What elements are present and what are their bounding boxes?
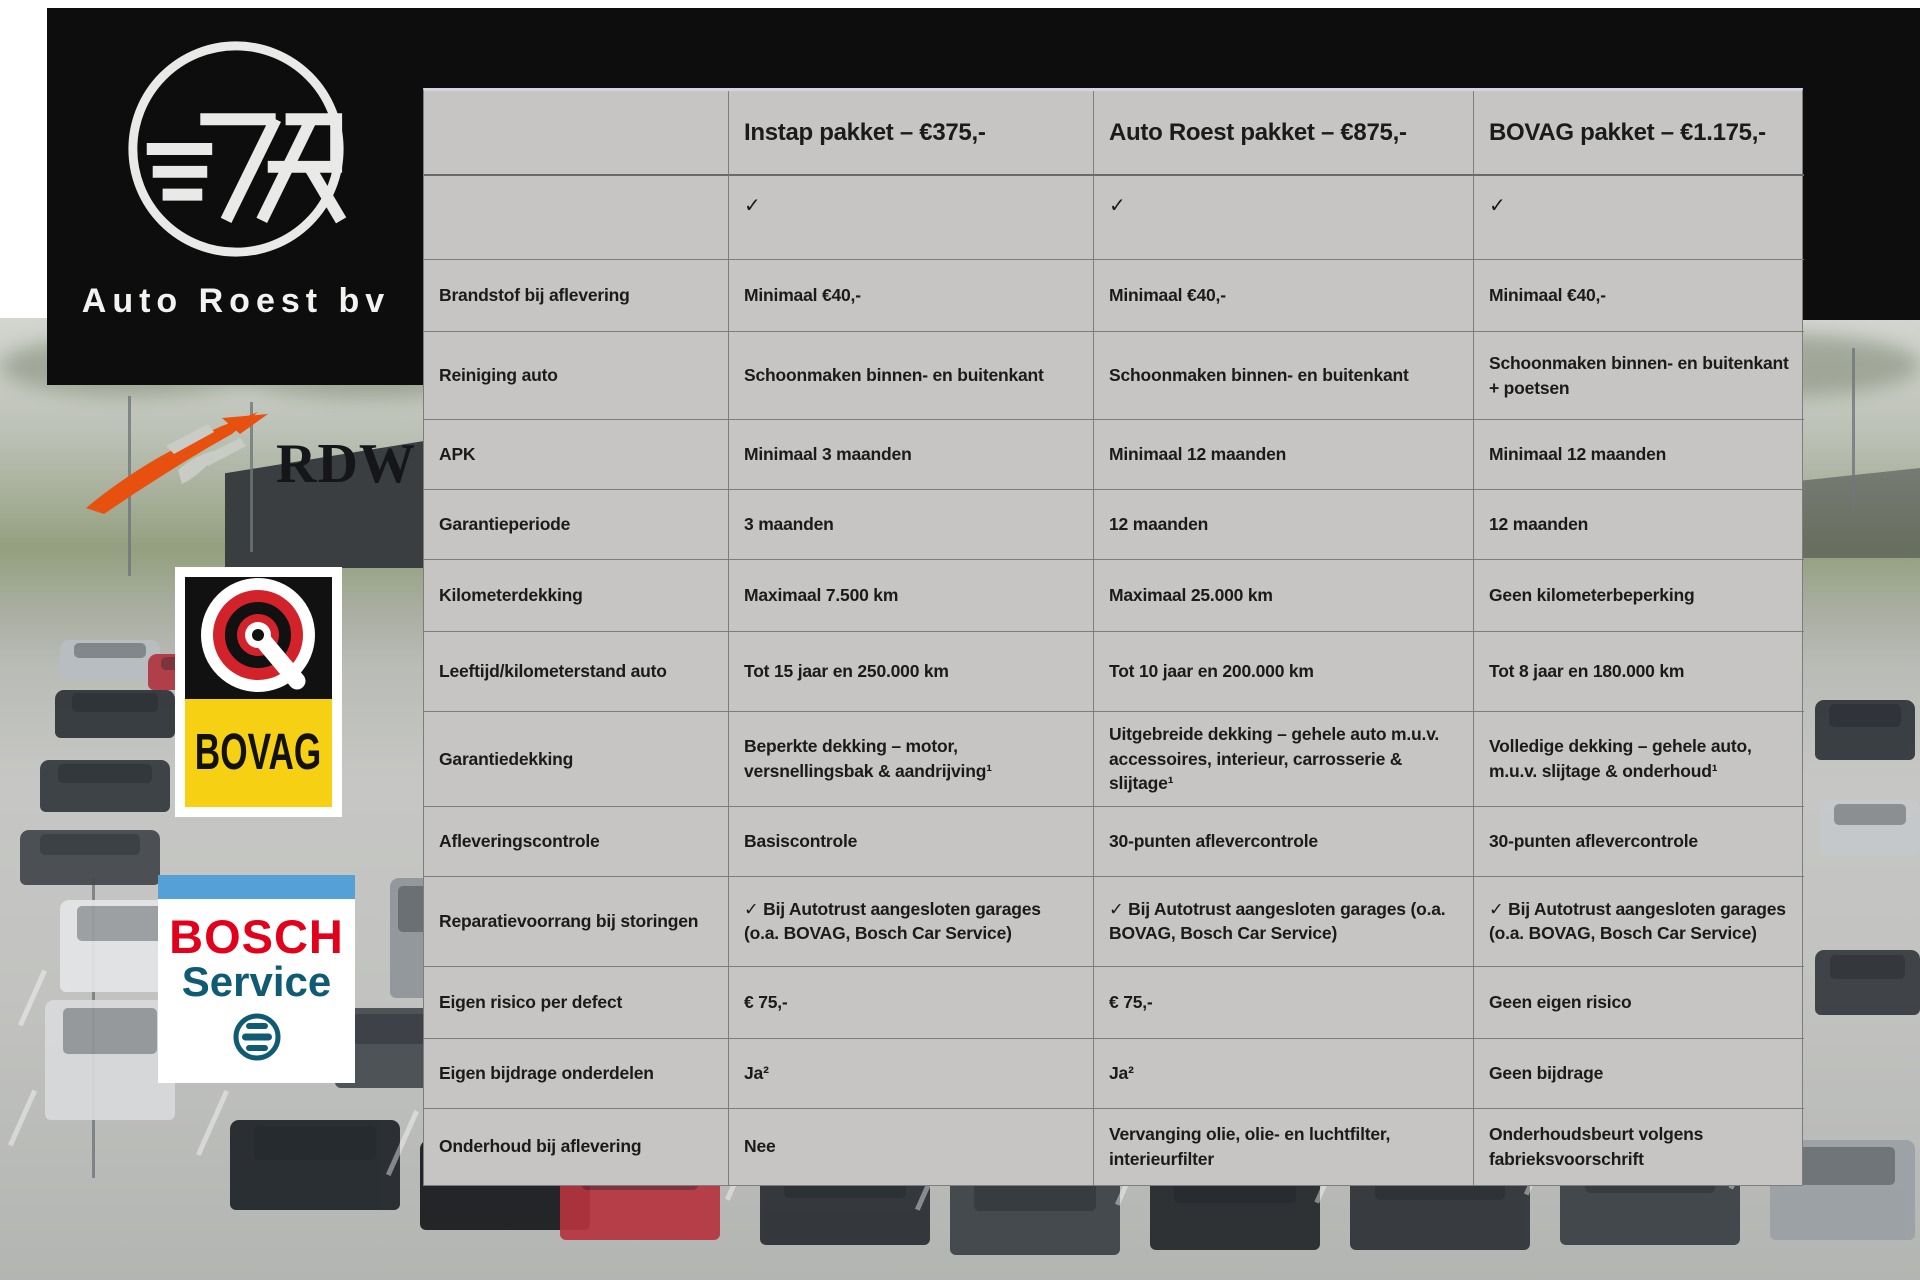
row-label: APK <box>424 420 729 490</box>
photo-car <box>55 690 175 738</box>
table-cell: € 75,- <box>729 967 1094 1039</box>
table-row <box>424 332 1802 420</box>
table-cell: Geen bijdrage <box>1474 1039 1804 1109</box>
table-cell: Basiscontrole <box>729 807 1094 877</box>
table-row <box>424 420 1802 490</box>
row-label: Brandstof bij aflevering <box>424 260 729 332</box>
table-cell: Schoonmaken binnen- en buitenkant + poetsen <box>1474 332 1804 420</box>
table-cell: Minimaal 12 maanden <box>1094 420 1474 490</box>
bosch-blue-strip <box>158 875 355 899</box>
column-header: Auto Roest pakket – €875,- <box>1094 91 1474 176</box>
rdw-badge <box>82 412 416 516</box>
row-label: Eigen bijdrage onderdelen <box>424 1039 729 1109</box>
table-cell: 30-punten aflevercontrole <box>1094 807 1474 877</box>
table-cell: Minimaal €40,- <box>1474 260 1804 332</box>
table-cell: Maximaal 25.000 km <box>1094 560 1474 632</box>
table-row <box>424 632 1802 712</box>
table-cell: Tot 8 jaar en 180.000 km <box>1474 632 1804 712</box>
table-cell: Minimaal 3 maanden <box>729 420 1094 490</box>
photo-car <box>1815 950 1920 1015</box>
photo-car <box>230 1120 400 1210</box>
table-cell: Vervanging olie, olie- en luchtfilter, interieurfilter <box>1094 1109 1474 1185</box>
table-cell: Geen eigen risico <box>1474 967 1804 1039</box>
table-cell: ✓ Bij Autotrust aangesloten garages (o.a. BOVAG, Bosch Car Service) <box>1094 877 1474 967</box>
table-cell: Tot 15 jaar en 250.000 km <box>729 632 1094 712</box>
table-cell: Tot 10 jaar en 200.000 km <box>1094 632 1474 712</box>
photo-parking-line <box>196 1090 229 1156</box>
rdw-label: RDW <box>276 433 416 495</box>
photo-parking-line <box>8 1090 37 1147</box>
table-cell: Ja² <box>729 1039 1094 1109</box>
row-label: Garantieperiode <box>424 490 729 560</box>
table-row <box>424 490 1802 560</box>
table-row <box>424 807 1802 877</box>
table-cell: Ja² <box>1094 1039 1474 1109</box>
table-cell: Beperkte dekking – motor, versnellingsbak & aandrijving¹ <box>729 712 1094 807</box>
table-cell: Schoonmaken binnen- en buitenkant <box>1094 332 1474 420</box>
bosch-service-badge <box>158 875 355 1083</box>
row-label <box>424 176 729 260</box>
table-cell: € 75,- <box>1094 967 1474 1039</box>
table-row <box>424 176 1802 260</box>
bovag-badge <box>175 567 342 817</box>
row-label: Leeftijd/kilometerstand auto <box>424 632 729 712</box>
table-header-row <box>424 91 1802 176</box>
rdw-wing-icon <box>82 412 272 516</box>
row-label: Onderhoud bij aflevering <box>424 1109 729 1185</box>
table-cell: Nee <box>729 1109 1094 1185</box>
row-label: Eigen risico per defect <box>424 967 729 1039</box>
package-table <box>423 88 1803 1186</box>
column-header: BOVAG pakket – €1.175,- <box>1474 91 1804 176</box>
table-cell: 12 maanden <box>1094 490 1474 560</box>
bovag-yellow-panel <box>185 699 332 807</box>
bosch-armature-icon <box>232 1012 282 1062</box>
table-cell: Volledige dekking – gehele auto, m.u.v. slijtage & onderhoud¹ <box>1474 712 1804 807</box>
photo-car <box>950 1175 1120 1255</box>
bovag-wrench-icon <box>185 577 332 699</box>
column-header: Instap pakket – €375,- <box>729 91 1094 176</box>
table-row <box>424 260 1802 332</box>
brand-panel <box>47 8 425 385</box>
table-row <box>424 560 1802 632</box>
table-row <box>424 712 1802 807</box>
bosch-service-label: Service <box>181 958 332 1005</box>
table-cell: Onderhoudsbeurt volgens fabrieksvoorschrift <box>1489 1124 1704 1169</box>
table-cell: 3 maanden <box>729 490 1094 560</box>
table-cell: ✓ Bij Autotrust aangesloten garages (o.a. BOVAG, Bosch Car Service) <box>1474 877 1804 967</box>
corner-cell <box>424 91 729 176</box>
table-row <box>424 1039 1802 1109</box>
table-cell: ✓ <box>1474 176 1804 260</box>
row-label: Afleveringscontrole <box>424 807 729 877</box>
row-label: Kilometerdekking <box>424 560 729 632</box>
photo-parking-line <box>18 970 47 1027</box>
table-cell: ✓ <box>729 176 1094 260</box>
table-cell: Minimaal €40,- <box>1094 260 1474 332</box>
table-cell: ✓ Bij Autotrust aangesloten garages (o.a. BOVAG, Bosch Car Service) <box>729 877 1094 967</box>
table-cell: 30-punten aflevercontrole <box>1474 807 1804 877</box>
table-row <box>424 967 1802 1039</box>
row-label: Reiniging auto <box>424 332 729 420</box>
photo-car <box>1820 800 1920 855</box>
photo-car <box>1815 700 1915 760</box>
table-cell: Schoonmaken binnen- en buitenkant <box>729 332 1094 420</box>
table-cell: Maximaal 7.500 km <box>729 560 1094 632</box>
bovag-label: BOVAG <box>195 724 322 781</box>
table-row <box>424 877 1802 967</box>
table-cell: Minimaal €40,- <box>729 260 1094 332</box>
table-cell: Geen kilometerbeperking <box>1474 560 1804 632</box>
row-label: Garantiedekking <box>424 712 729 807</box>
bosch-label: BOSCH <box>169 910 344 963</box>
photo-car <box>40 760 170 812</box>
photo-pole <box>1852 348 1855 508</box>
table-cell: ✓ <box>1094 176 1474 260</box>
table-cell: Uitgebreide dekking – gehele auto m.u.v. accessoires, interieur, carrosserie & slijtage¹ <box>1094 712 1474 807</box>
table-row <box>424 1109 1802 1185</box>
photo-car <box>60 640 160 680</box>
photo-car <box>20 830 160 885</box>
photo-car <box>45 1000 175 1120</box>
row-label: Reparatievoorrang bij storingen <box>424 877 729 967</box>
brand-name: Auto Roest bv <box>81 282 391 320</box>
table-cell: Minimaal 12 maanden <box>1474 420 1804 490</box>
table-cell: 12 maanden <box>1474 490 1804 560</box>
auto-roest-7r-logo-icon <box>117 30 355 268</box>
